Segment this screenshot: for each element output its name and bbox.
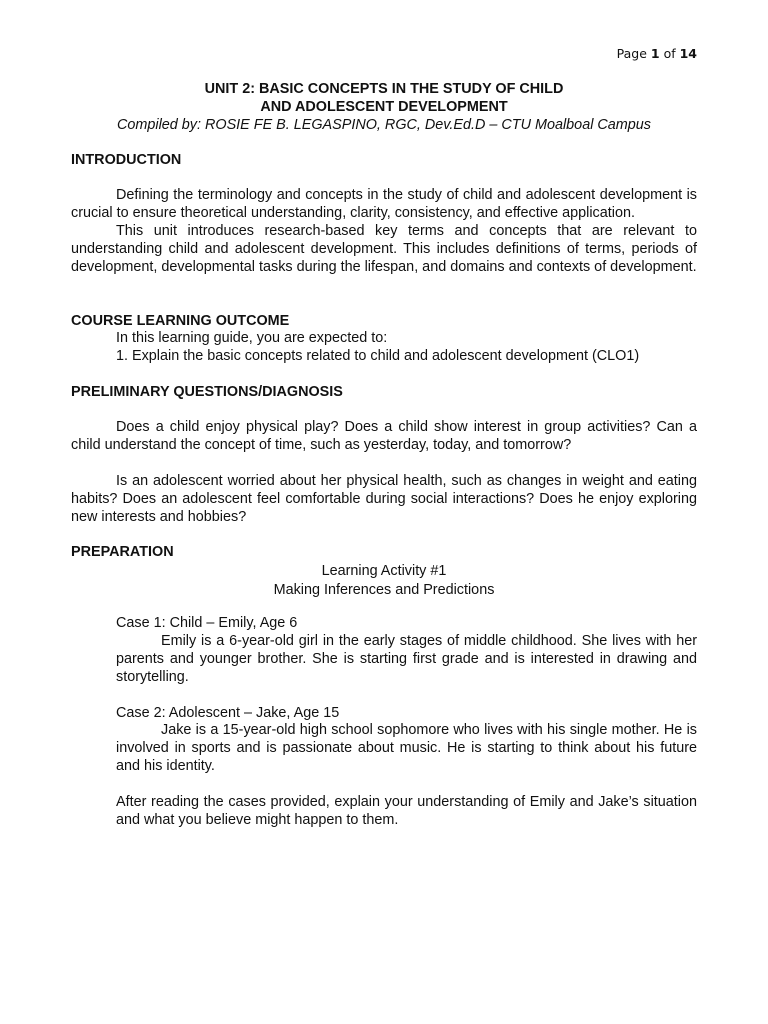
page-number-prefix: Page [616,46,651,61]
preliminary-p1-text: Does a child enjoy physical play? Does a child show interest in group activities? Can a child understand the concept of time, such as yesterday, today, and tomorrow? [71,419,697,453]
preparation-heading: PREPARATION [71,544,174,560]
title-line-1: UNIT 2: BASIC CONCEPTS IN THE STUDY OF CHILD [204,81,564,97]
case-1-text-content: Emily is a 6-year-old girl in the early stages of middle childhood. She lives with her parents and younger brother. She is starting first grade and is interested in drawing and storytelling. [116,633,697,685]
document-title [71,81,697,116]
compiled-by: Compiled by: ROSIE FE B. LEGASPINO, RGC, Dev.Ed.D – CTU Moalboal Campus [117,117,651,133]
preliminary-heading: PRELIMINARY QUESTIONS/DIAGNOSIS [71,384,343,400]
page-number-total: 14 [679,46,697,61]
introduction-paragraph-2 [71,223,697,276]
course-outcome-heading: COURSE LEARNING OUTCOME [71,313,290,329]
preliminary-paragraph-1 [71,419,697,455]
page-number-current: 1 [650,46,660,61]
preliminary-paragraph-2 [71,473,697,526]
document-page [71,0,697,1024]
case-2-title: Case 2: Adolescent – Jake, Age 15 [116,705,340,721]
course-outcome-intro: In this learning guide, you are expected to: [116,330,388,346]
case-2-text-content: Jake is a 15-year-old high school sophomore who lives with his single mother. He is involved in sports and is passionate about music. He is starting to think about his future and his identity. [116,722,697,774]
activity-subtitle: Making Inferences and Predictions [273,582,495,598]
introduction-heading: INTRODUCTION [71,152,182,168]
title-line-2: AND ADOLESCENT DEVELOPMENT [260,98,508,115]
case-1-title: Case 1: Child – Emily, Age 6 [116,615,298,631]
page-number [617,46,697,61]
closing-instruction: After reading the cases provided, explain your understanding of Emily and Jake’s situation and what you believe might happen to them. [116,794,697,828]
course-outcome-item-1: 1. Explain the basic concepts related to child and adolescent development (CLO1) [116,348,640,364]
introduction-p1-text: Defining the terminology and concepts in the study of child and adolescent development is crucial to ensure theoretical understanding, clarity, consistency, and effective application. [71,187,697,221]
page-number-of: of [659,46,680,61]
case-2-text [116,722,697,775]
case-1-text [116,633,697,686]
introduction-p2-text: This unit introduces research-based key terms and concepts that are relevant to understanding child and adolescent development. This includes definitions of terms, periods of development, developmental tasks during the lifespan, and domains and contexts of development. [71,223,697,275]
introduction-paragraph-1 [71,187,697,223]
activity-title: Learning Activity #1 [321,563,447,579]
preliminary-p2-text: Is an adolescent worried about her physical health, such as changes in weight and eating habits? Does an adolescent feel comfortable during social interactions? Does he enjoy exploring new interests and hobbies? [71,473,697,525]
